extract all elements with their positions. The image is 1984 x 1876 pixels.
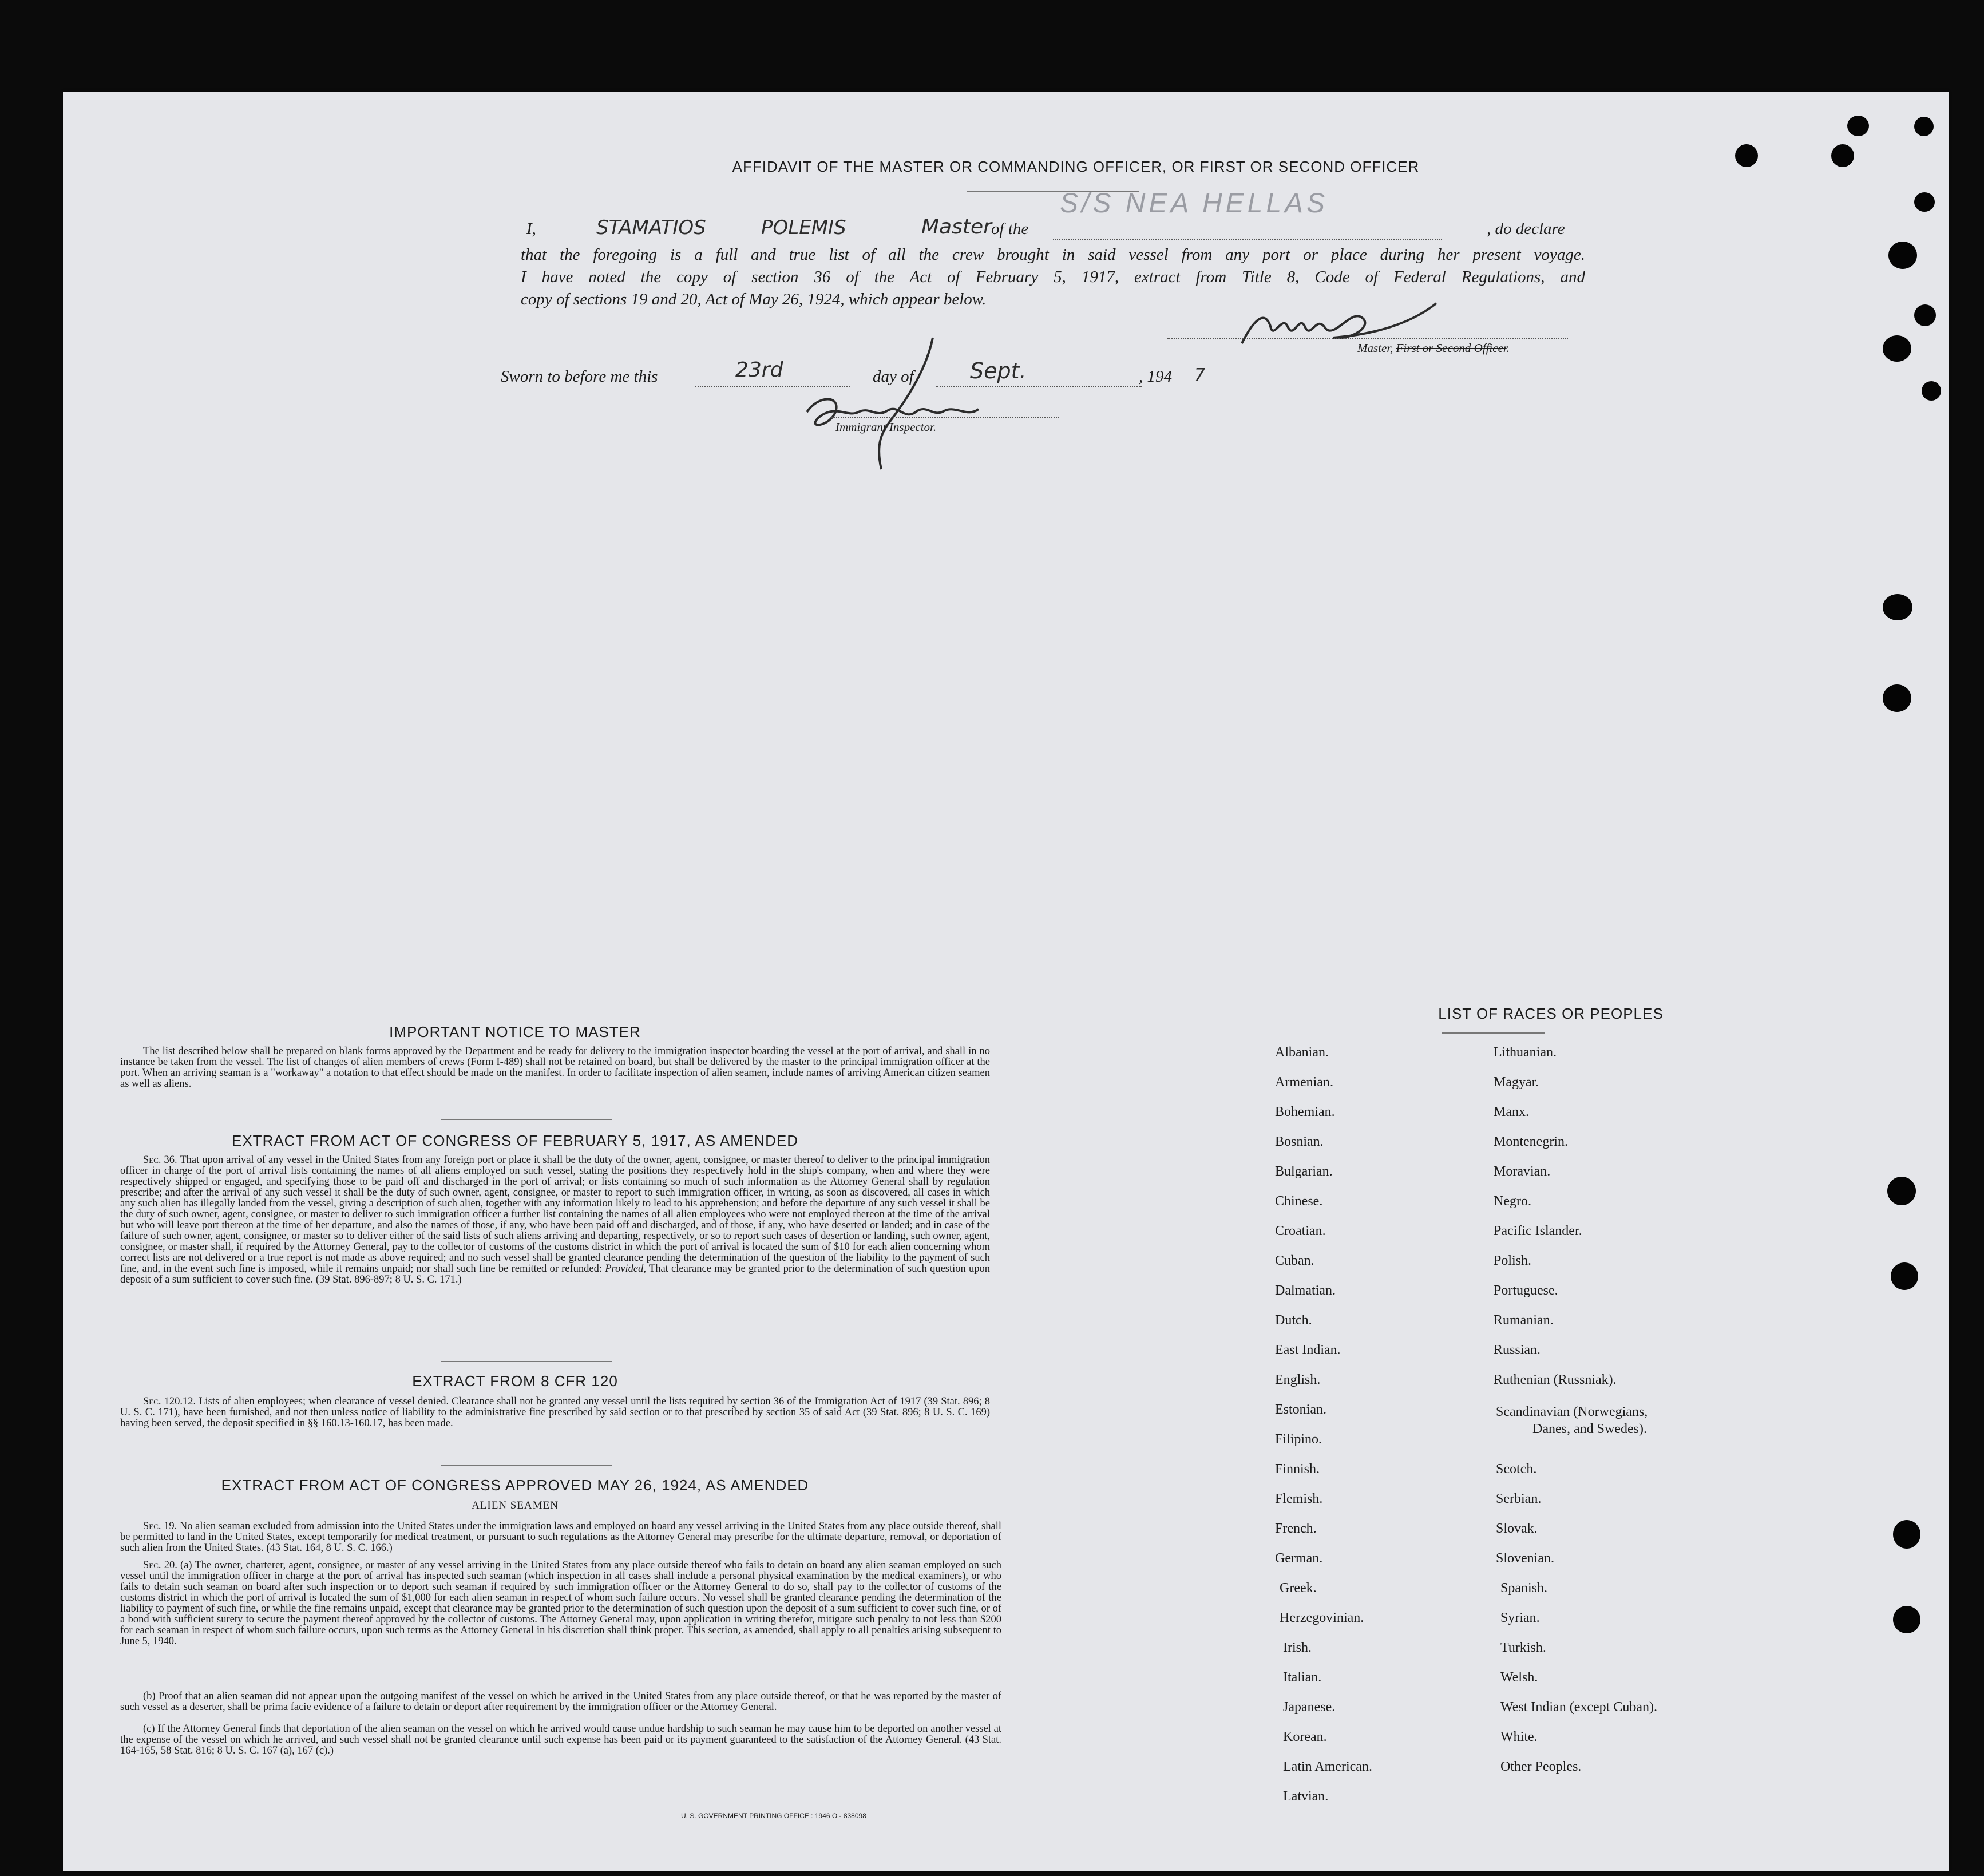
notice-body: The list described below shall be prepared on blank forms approved by the Department and be ready for delivery to the immigration inspector boarding the vessel at the port of arrival, and shall in no instance be taken from the vessel. The list of changes of alien members of crews (Form I-489) shall not be retained on board, but shall be delivered by the master to the principal immigration officer at the port. When an arriving seaman is a "workaway" a notation to that effect should be made on the manifest. In order to facilitate inspection of alien seamen, include names of arriving American citizen seamen as well as aliens. [120,1046,990,1090]
divider [441,1119,612,1120]
declaration-line-1: that the foregoing is a full and true list of all the crew brought in said vessel from any port or place during her present voyage. [521,246,1585,264]
race-item: Korean. [1283,1729,1327,1744]
affidavit-title: AFFIDAVIT OF THE MASTER OR COMMANDING OFFICER, OR FIRST OR SECOND OFFICER [732,158,1420,175]
race-item: Dalmatian. [1275,1283,1336,1298]
race-item: Serbian. [1496,1491,1542,1506]
race-item: Japanese. [1283,1700,1336,1715]
race-item: Welsh. [1500,1670,1538,1685]
sec-20b-body: (b) Proof that an alien seaman did not appear upon the outgoing manifest of the vessel on which he arrived in the United States from any place outside thereof, or that he was reported by the master of such vessel as a deserter, shall be prima facie evidence of a failure to detain or deport after requirement by the immigration officer or the Attorney General. [120,1691,1001,1713]
extract-cfr-title: EXTRACT FROM 8 CFR 120 [412,1372,618,1390]
punch-hole [1893,1520,1920,1549]
race-item: Scandinavian (Norwegians, [1496,1404,1648,1419]
race-item: Dutch. [1275,1313,1312,1328]
race-item: Bosnian. [1275,1134,1324,1149]
race-item: Bohemian. [1275,1105,1335,1119]
extract-1924-title: EXTRACT FROM ACT OF CONGRESS APPROVED MAY 26, 1924, AS AMENDED [221,1477,809,1494]
race-item: White. [1500,1729,1538,1744]
i-label: I, [526,220,536,238]
divider [441,1361,612,1362]
races-left-column [1275,1045,1481,1812]
race-item: West Indian (except Cuban). [1500,1700,1657,1715]
race-item: Pacific Islander. [1494,1224,1582,1238]
race-item: Portuguese. [1494,1283,1558,1298]
extract-cfr-body [120,1396,990,1429]
master-last-name: POLEMIS [761,216,846,239]
race-item: German. [1275,1551,1323,1566]
race-item: Albanian. [1275,1045,1329,1060]
master-first-name: STAMATIOS [596,216,706,239]
punch-hole [1887,1177,1916,1205]
punch-hole [1847,116,1869,136]
race-item: Manx. [1494,1105,1529,1119]
race-item: Russian. [1494,1343,1541,1357]
sec-120-label: Sec. 120.12. [143,1396,196,1407]
sworn-label: Sworn to before me this [501,367,658,386]
punch-hole [1891,1262,1918,1290]
races-title-rule [1442,1032,1545,1034]
punch-hole [1883,684,1911,712]
declaration-line-2: I have noted the copy of section 36 of the Act of February 5, 1917, extract from Title 8, Code of Federal Regulations, and [521,268,1585,286]
sec-20a-text: (a) The owner, charterer, agent, consignee, or master of any vessel arriving in the United States from any place outside thereof who fails to detain on board any alien seaman employed on such vessel until the immigration officer in charge at the port of arrival has inspected such seaman (which inspection in all cases shall include a personal physical examination by the medical examiners), or who fails to detain such seaman on board after such inspection or to deport such seaman if required by such immigration officer or the Attorney General to do so, shall pay to the collector of customs of the customs district in which the port of arrival is located the sum of $1,000 for each alien seaman in respect of whom such failure occurs. No vessel shall be granted clearance pending the determination of the liability to payment of such fine, or while the fine remains unpaid, except that clearance may be granted prior to the determination of such question upon the deposit of a sum sufficient to cover such fine, or of a bond with sufficient surety to secure the payment thereof approved by the collector of customs. The Attorney General may, upon application in writing therefor, mitigate such penalty to not less than $200 for each seaman in respect of whom such failure occurs, upon such terms as the Attorney General in his discretion shall think proper. This section, as amended, shall apply to all penalties arising subsequent to June 5, 1940. [120,1560,1001,1647]
punch-hole [1831,144,1854,167]
sec-36-text: That upon arrival of any vessel in the United States from any foreign port or place it shall be the duty of the owner, agent, consignee, or master thereof to deliver to the principal immigration officer in charge of the port of arrival lists containing the names of all aliens employed on such vessel, stating the positions they respectively hold in the ship's company, when and where they were respectively shipped or engaged, and specifying those to be paid off and discharged in the port of arrival; or lists containing so much of such information as the Attorney General shall by regulation prescribe; and after the arrival of any such vessel it shall be the duty of such owner, agent, consignee, or master to report to such immigration officer, in writing, as soon as discovered, all cases in which any such alien has illegally landed from the vessel, giving a description of such alien, together with any information likely to lead to his apprehension; and before the departure of any such vessel it shall be the duty of such owner, agent, consignee, or master to deliver to such immigration officer a further list containing the names of all alien employees who were not employed thereon at the time of the arrival but who will leave port thereon at the time of her departure, and also the names of those, if any, who have been paid off and discharged, and of those, if any, who have deserted or landed; and in case of the failure of such owner, agent, consignee, or master so to deliver either of the said lists of such aliens arriving and departing, respectively, or so to report such cases of desertion or landing, such owner, agent, consignee, or master shall, if required by the Attorney General, pay to the collector of customs of the customs district in which the port of arrival is located the sum of $10 for each alien concerning whom correct lists are not delivered or a true report is not made as above required; and no such vessel shall be granted clearance pending the determination of the question of the liability to the payment of such fine, and, in the event such fine is imposed, while it remains unpaid; nor shall such fine be remitted or refunded: [120,1154,990,1275]
race-item: Croatian. [1275,1224,1326,1238]
punch-hole [1922,381,1941,401]
sec-36-label: Sec. 36. [143,1154,177,1166]
punch-hole [1883,335,1911,362]
signature-caption: Master, First or Second Officer. [1357,341,1510,355]
alien-seamen-subtitle: ALIEN SEAMEN [472,1499,559,1511]
inspector-caption: Immigrant Inspector. [835,420,937,434]
races-right-column [1494,1045,1814,1812]
year-prefix: , 194 [1139,367,1172,386]
race-item: Irish. [1283,1640,1312,1655]
day-of-label: day of [873,367,914,386]
inspector-line [830,417,1059,418]
race-item: Montenegrin. [1494,1134,1568,1149]
caption-master: Master, [1357,341,1393,355]
of-the-label: of the [991,220,1029,238]
race-item: Italian. [1283,1670,1322,1685]
race-item: Chinese. [1275,1194,1323,1209]
punch-hole [1914,304,1936,326]
race-item: Armenian. [1275,1075,1333,1090]
year-suffix: 7 [1194,365,1206,385]
printer-imprint: U. S. GOVERNMENT PRINTING OFFICE : 1946 O - 838098 [681,1812,866,1820]
race-item: Turkish. [1500,1640,1546,1655]
punch-hole [1893,1606,1920,1633]
race-item: Latvian. [1283,1789,1329,1804]
races-title: LIST OF RACES OR PEOPLES [1438,1005,1664,1022]
punch-hole [1888,242,1917,269]
race-item: Bulgarian. [1275,1164,1333,1179]
race-item: Negro. [1494,1194,1531,1209]
race-item: Lithuanian. [1494,1045,1557,1060]
race-item: Syrian. [1500,1610,1540,1625]
race-item: Other Peoples. [1500,1759,1582,1774]
race-item: Ruthenian (Russniak). [1494,1372,1617,1387]
notice-title: IMPORTANT NOTICE TO MASTER [389,1023,641,1040]
manifest-sheet [63,92,1949,1871]
race-item: Estonian. [1275,1402,1326,1417]
inspector-signature [795,332,1059,475]
race-item: Magyar. [1494,1075,1539,1090]
race-item: Spanish. [1500,1581,1548,1596]
race-item: Cuban. [1275,1253,1314,1268]
punch-hole [1735,144,1758,167]
sec-20-label: Sec. 20. [143,1560,177,1571]
race-item: East Indian. [1275,1343,1341,1357]
race-item: Flemish. [1275,1491,1323,1506]
race-item: Moravian. [1494,1164,1551,1179]
race-item: Filipino. [1275,1432,1322,1447]
race-item: Finnish. [1275,1462,1320,1477]
sec-36-text-end: That clearance may be granted prior to the determination of such question upon deposit of a sum sufficient to cover such fine. (39 Stat. 896-897; 8 U. S. C. 171.) [120,1263,991,1285]
sec-20c-body: (c) If the Attorney General finds that deportation of the alien seaman on the vessel on which he arrived would cause undue hardship to such seaman he may cause him to be deported on another vessel at the expense of the vessel on which he arrived, and such vessel shall not be granted clearance until such expense has been paid or its payment guaranteed to the satisfaction of the Attorney General. (43 Stat. 164-165, 58 Stat. 816; 8 U. S. C. 167 (a), 167 (c).) [120,1723,1001,1756]
sworn-month: Sept. [970,358,1027,383]
punch-hole [1883,594,1912,620]
vessel-name-stamp: S/S NEA HELLAS [1060,188,1329,219]
extract-1917-body [120,1155,990,1285]
race-item-continuation: Danes, and Swedes). [1532,1422,1647,1436]
race-item: Greek. [1280,1581,1317,1596]
punch-hole [1914,117,1934,136]
sworn-day: 23rd [735,358,783,382]
race-item: Latin American. [1283,1759,1372,1774]
declaration-line-3: copy of sections 19 and 20, Act of May 26, 1924, which appear below. [521,290,987,308]
race-item: Herzegovinian. [1280,1610,1364,1625]
proviso-label: Provided, [605,1263,647,1275]
sec-120-text: Lists of alien employees; when clearance of vessel denied. Clearance shall not be granted any vessel until the lists required by section 36 of the Immigration Act of 1917 (39 Stat. 896; 8 U. S. C. 171), have been furnished, and not then unless notice of liability to the administrative fine prescribed by said section or to that prescribed by section 35 of said Act (39 Stat. 896; 8 U. S. C. 169) having been served, the deposit specified in §§ 160.13-160.17, has been made. [120,1396,990,1429]
sec-19-label: Sec. 19. [143,1521,177,1532]
race-item: Polish. [1494,1253,1532,1268]
race-item: Slovak. [1496,1521,1538,1536]
affidavit-first-line [521,188,1585,244]
master-rank: Master [921,215,992,239]
race-item: French. [1275,1521,1317,1536]
signature-line [1167,338,1568,339]
divider [441,1465,612,1466]
do-declare-label: , do declare [1487,220,1565,238]
caption-struck-officer: First or Second Officer [1396,341,1507,355]
extract-1917-title: EXTRACT FROM ACT OF CONGRESS OF FEBRUARY 5, 1917, AS AMENDED [232,1132,798,1149]
punch-hole [1914,192,1935,212]
race-item: Scotch. [1496,1462,1537,1477]
sec-20a-body [120,1560,1001,1647]
race-item: Rumanian. [1494,1313,1554,1328]
sec-19-body [120,1521,1001,1554]
vessel-line [1053,239,1442,240]
race-item: Slovenian. [1496,1551,1554,1566]
sec-19-text: No alien seaman excluded from admission into the United States under the immigration laws and employed on board any vessel arriving in the United States from any place outside thereof, shall be permitted to land in the United States, except temporarily for medical treatment, or pursuant to such regulations as the Attorney General may prescribe for the ultimate departure, removal, or deportation of such alien from the United States. (43 Stat. 164, 8 U. S. C. 166.) [120,1521,1001,1554]
race-item: English. [1275,1372,1321,1387]
